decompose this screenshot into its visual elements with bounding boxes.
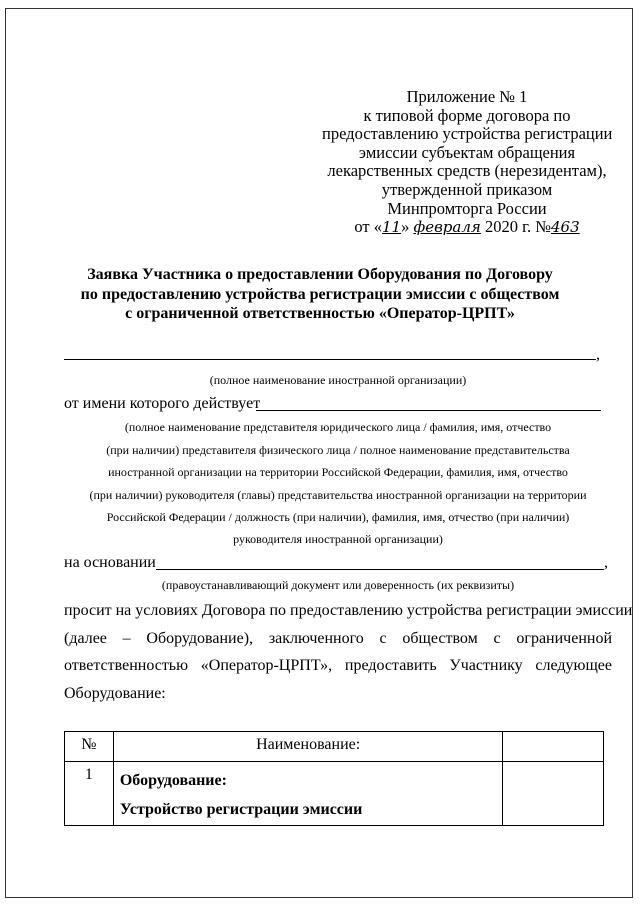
date-mid: » [401,217,414,237]
row-number: 1 [65,762,114,826]
title-line-2: по предоставлению устройства регистрации эмиссии с обществом [80,285,560,303]
acting-label: от имени которого действует [64,395,261,412]
appendix-line-3: предоставлению устройства регистрации [322,124,613,144]
appendix-line-1: Приложение № 1 [406,87,528,106]
appendix-line-5: лекарственных средств (нерезидентам), [327,161,607,181]
basis-hint: (правоустанавливающий документ или доверенность (их реквизиты) [161,578,515,592]
row-equipment-label: Оборудование: [119,772,227,789]
basis-field[interactable] [156,569,604,570]
request-line-3: ответственностью «Оператор-ЦРПТ», предоставить Участнику следующее [64,657,612,674]
organization-name-field[interactable] [64,359,596,360]
appendix-line-2: к типовой форме договора по [363,105,571,125]
representative-hint-line-2: (при наличии) представителя физического лица / полное наименование представительства [106,443,570,457]
row-equipment-item: Устройство регистрации эмиссии [119,801,363,818]
header-name: Наименование: [113,732,503,762]
header-number: № [65,732,114,762]
representative-hint-line-3: иностранной организации на территории Российской Федерации, фамилия, имя, отчество [108,465,568,479]
request-line-4: Оборудование: [64,684,166,702]
title-line-3: с ограниченной ответственностью «Оператор-ЦРПТ» [125,305,515,322]
representative-hint-line-5: Российской Федерации / должность (при наличии), фамилия, имя, отчество (при наличии) [106,510,570,524]
request-paragraph [64,597,633,707]
title-line-1: Заявка Участника о предоставлении Оборудования по Договору [87,266,553,283]
row-extra[interactable] [503,762,604,826]
appendix-line-6: утвержденной приказом [381,179,553,199]
equipment-table [64,731,604,826]
appendix-line-4: эмиссии субъектам обращения [358,142,576,162]
organization-name-hint: (полное наименование иностранной организации) [209,373,467,387]
appendix-header [322,88,612,237]
representative-hint-line-4: (при наличии) руководителя (главы) представительства иностранной организации на территории [89,488,587,502]
header-extra [503,732,604,762]
appendix-date-line [322,218,612,237]
appendix-line-7: Минпромторга России [387,198,547,218]
date-prefix: от « [354,217,382,237]
document-title [60,265,580,324]
representative-hint-line-6: руководителя иностранной организации) [233,532,443,546]
basis-comma: , [604,554,608,571]
representative-hint-line-1: (полное наименование представителя юридического лица / фамилия, имя, отчество [124,420,552,434]
request-line-2: (далее – Оборудование), заключенного с обществом с ограниченной [64,629,612,647]
request-line-1: просит на условиях Договора по предоставлению устройства регистрации эмиссии [64,602,633,619]
date-day-handwritten: 11 [381,218,402,237]
table-header-row [65,732,604,762]
table-row [65,762,604,826]
order-number-handwritten: 463 [551,218,580,237]
representative-field[interactable] [256,410,601,411]
date-year: 2020 г. № [480,217,551,237]
organization-name-comma: , [596,346,600,363]
row-name-cell [113,762,503,826]
date-month-handwritten: февраля [413,218,481,237]
basis-label: на основании [64,554,156,571]
